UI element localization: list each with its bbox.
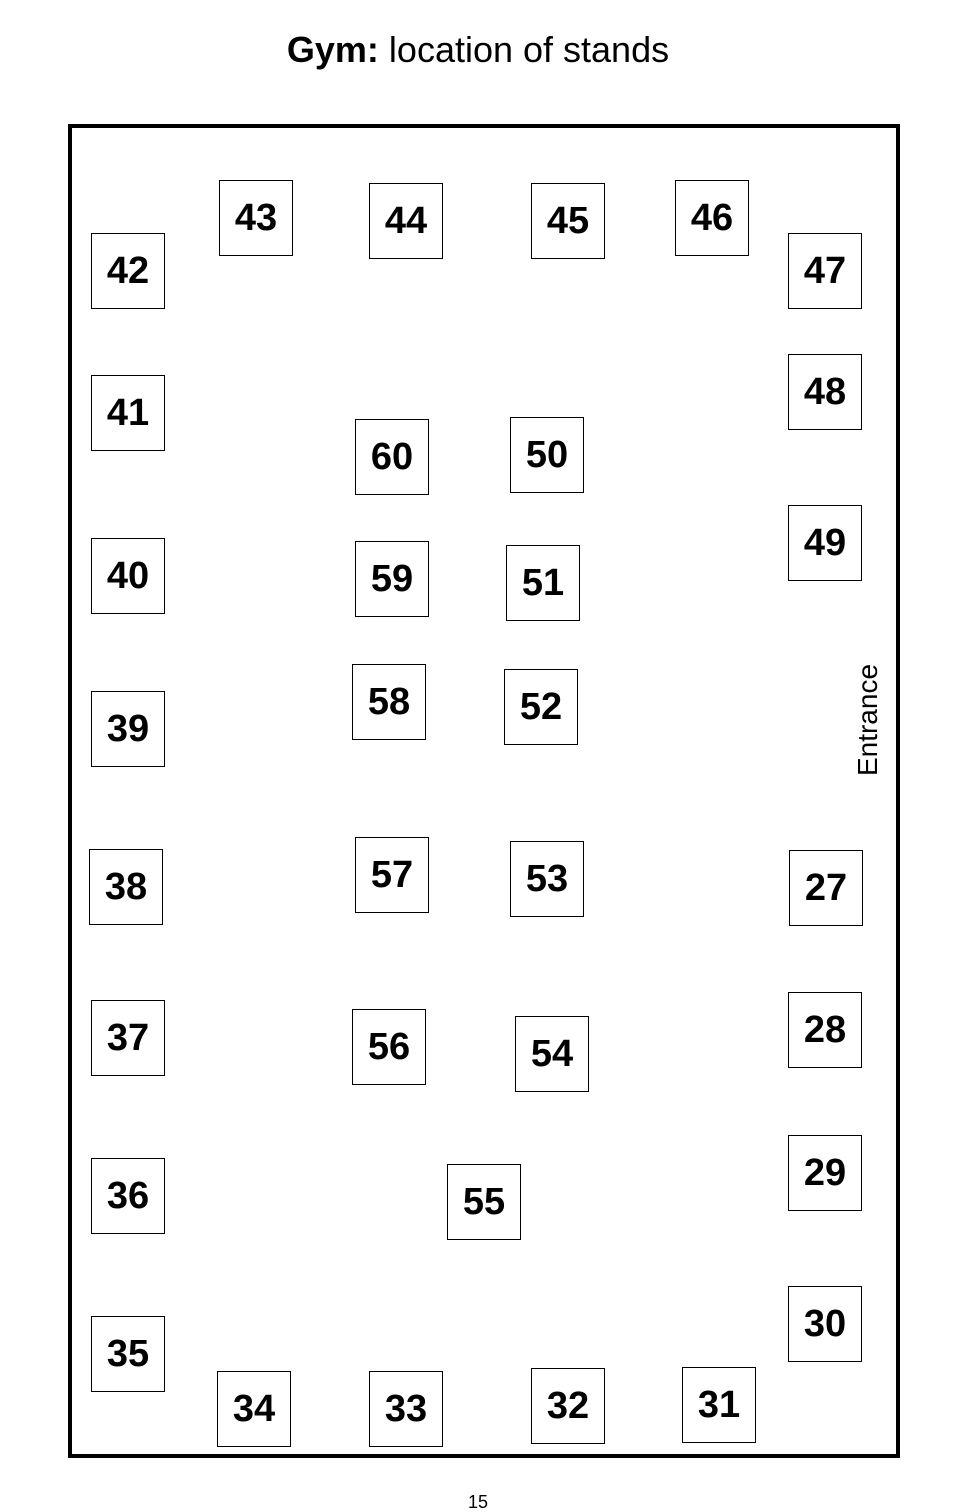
page-number: 15: [467, 1492, 489, 1512]
stand-54[interactable]: 54: [515, 1016, 589, 1092]
stand-32[interactable]: 32: [531, 1368, 605, 1444]
stand-41[interactable]: 41: [91, 375, 165, 451]
stand-52[interactable]: 52: [504, 669, 578, 745]
stand-31[interactable]: 31: [682, 1367, 756, 1443]
title-text: location of stands: [388, 29, 670, 70]
stand-56[interactable]: 56: [352, 1009, 426, 1085]
stand-44[interactable]: 44: [369, 183, 443, 259]
stand-58[interactable]: 58: [352, 664, 426, 740]
stand-59[interactable]: 59: [355, 541, 429, 617]
stand-48[interactable]: 48: [788, 354, 862, 430]
stand-30[interactable]: 30: [788, 1286, 862, 1362]
gym-floor-outline: [68, 124, 900, 1458]
page-title: [0, 28, 956, 72]
stand-38[interactable]: 38: [89, 849, 163, 925]
title-bold: Gym:: [286, 29, 379, 70]
stand-45[interactable]: 45: [531, 183, 605, 259]
stand-39[interactable]: 39: [91, 691, 165, 767]
stand-50[interactable]: 50: [510, 417, 584, 493]
stand-49[interactable]: 49: [788, 505, 862, 581]
stand-34[interactable]: 34: [217, 1371, 291, 1447]
stand-35[interactable]: 35: [91, 1316, 165, 1392]
stand-57[interactable]: 57: [355, 837, 429, 913]
entrance-label: Entrance: [852, 663, 883, 777]
stand-51[interactable]: 51: [506, 545, 580, 621]
stand-47[interactable]: 47: [788, 233, 862, 309]
stand-53[interactable]: 53: [510, 841, 584, 917]
stand-40[interactable]: 40: [91, 538, 165, 614]
stand-60[interactable]: 60: [355, 419, 429, 495]
stand-27[interactable]: 27: [789, 850, 863, 926]
stand-42[interactable]: 42: [91, 233, 165, 309]
stand-29[interactable]: 29: [788, 1135, 862, 1211]
stand-55[interactable]: 55: [447, 1164, 521, 1240]
stand-33[interactable]: 33: [369, 1371, 443, 1447]
stand-37[interactable]: 37: [91, 1000, 165, 1076]
stand-46[interactable]: 46: [675, 180, 749, 256]
stand-28[interactable]: 28: [788, 992, 862, 1068]
stand-36[interactable]: 36: [91, 1158, 165, 1234]
stand-43[interactable]: 43: [219, 180, 293, 256]
